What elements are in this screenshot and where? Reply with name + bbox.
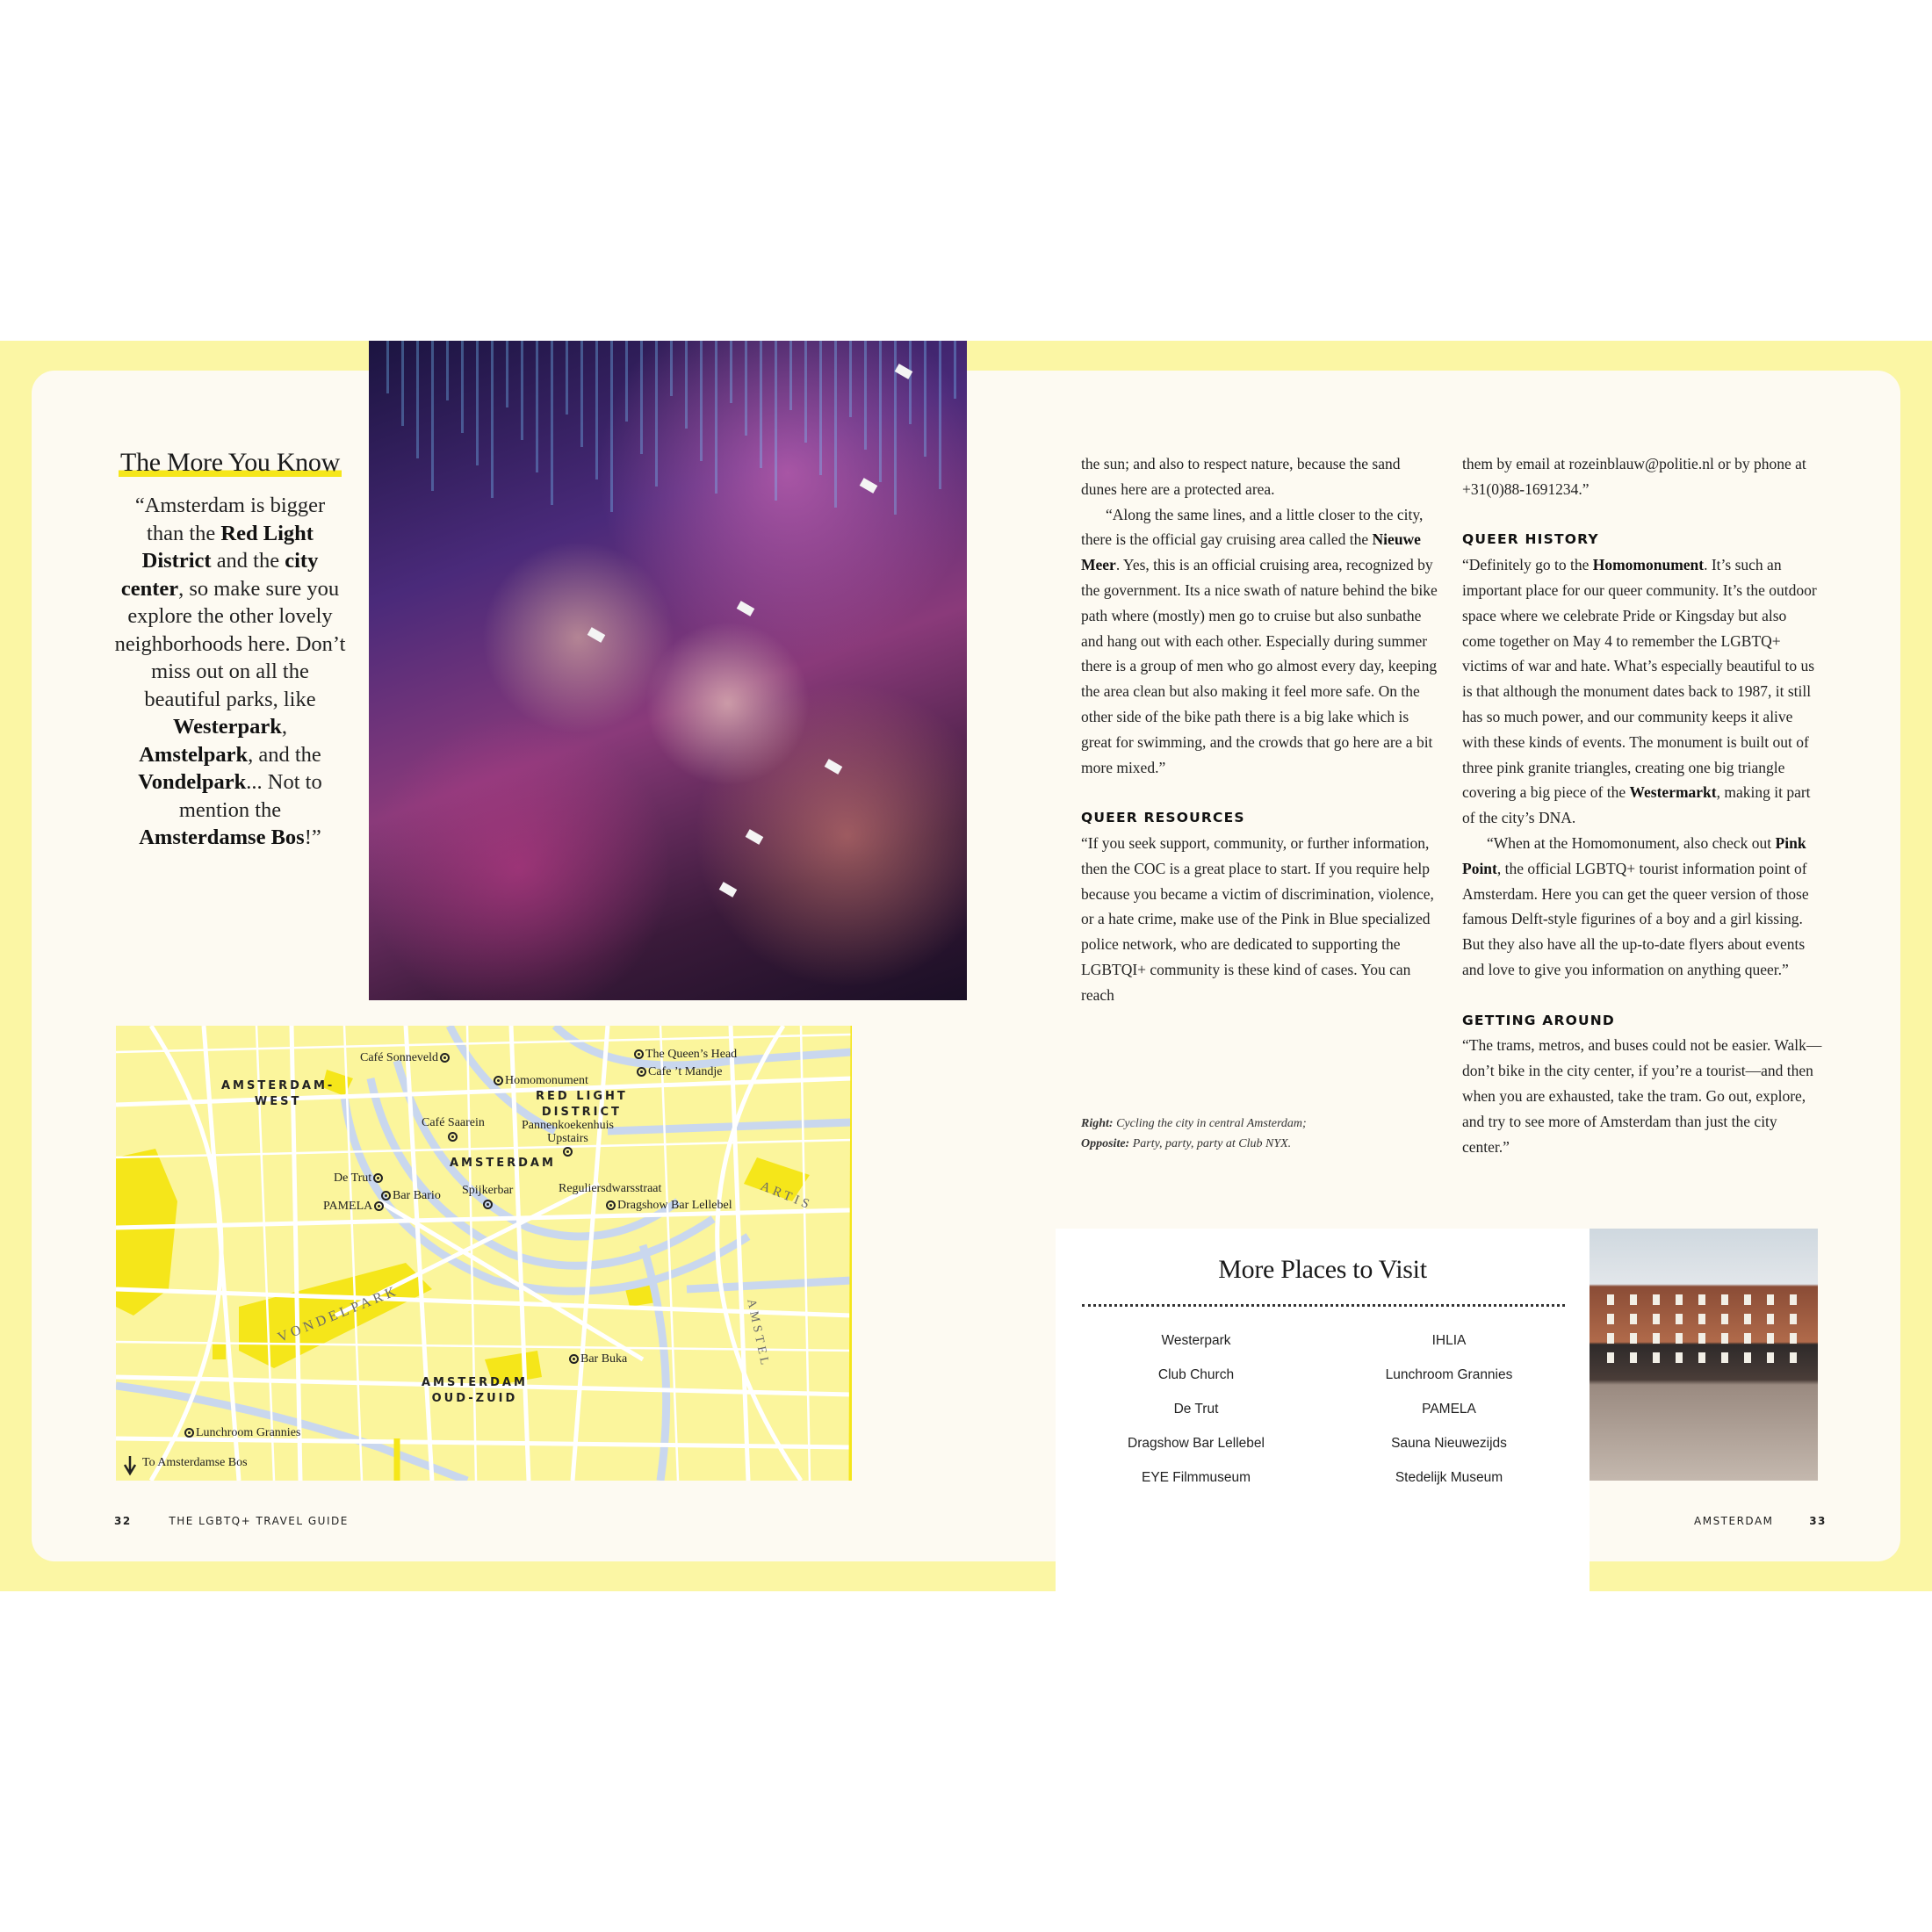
more-places-title: More Places to Visit [1218,1255,1427,1284]
map-place: The Queen’s Head [632,1048,737,1062]
window [1698,1314,1705,1324]
text-run: “Along the same lines, and a little closer to the city, there is the official gay cruising area called the [1081,505,1424,549]
photo-texture [670,341,673,396]
window [1744,1352,1751,1363]
map-place: Lunchroom Grannies [183,1426,300,1440]
pin-icon [563,1147,573,1157]
spacer [1462,983,1822,1008]
paragraph [1081,451,1439,502]
district-west: AMSTERDAM- WEST [221,1079,335,1108]
places-list-left [1064,1323,1328,1495]
photo-texture [521,341,523,440]
map-place: Homomonument [492,1074,588,1088]
photo-texture [819,341,822,475]
place-item: Sauna Nieuwezijds [1391,1436,1507,1451]
more-places-box [1056,1229,1590,1591]
map-place: Dragshow Bar Lellebel [604,1199,732,1213]
photo-texture [745,341,747,436]
place-item: IHLIA [1431,1333,1467,1348]
photo-texture [401,341,404,426]
photo-texture [640,341,643,454]
window [1790,1294,1797,1305]
dotted-divider [1082,1304,1565,1307]
photo-texture [566,341,568,415]
window [1698,1333,1705,1344]
bold-text: Westermarkt [1629,783,1717,802]
window [1607,1294,1614,1305]
photo-texture [909,341,912,424]
photo-texture [476,341,479,465]
paragraph [1462,1033,1822,1159]
window [1676,1314,1683,1324]
window [1767,1314,1774,1324]
text-run: , [281,715,287,739]
window [1744,1314,1751,1324]
place-item: De Trut [1173,1402,1219,1417]
section-heading: GETTING AROUND [1462,1012,1616,1028]
bold-text: Westerpark [173,715,282,739]
photo-texture [834,341,837,508]
window [1744,1294,1751,1305]
pin-icon [606,1200,616,1210]
spacer [1462,502,1822,528]
text-run: “Definitely go to the [1462,556,1593,574]
photo-texture [849,341,852,417]
page-number-left: 32 [114,1515,132,1527]
pin-icon [440,1053,450,1063]
photo-texture [730,341,732,403]
photo-texture [864,341,867,450]
window [1698,1294,1705,1305]
bold-text: city center [120,549,319,601]
photo-texture [939,341,941,489]
window [1653,1352,1660,1363]
text-run: , making it part of the city’s DNA. [1462,783,1811,827]
pin-icon [373,1173,383,1183]
pin-icon [184,1428,194,1438]
text-run: . Yes, this is an official cruising area, recognized by the government. Its a nice swath of nature behind the bike path where (mostly) men go to cruise but also sunbathe and hang out with each other. Especially during summer there is a group of men who go almost every day, keeping the area clean but also making it feel more safe. On the other side of the bike path there is a big lake which is great for swimming, and the crowds that go here are a bit more mixed.” [1081,556,1438,776]
bold-text: Right: [1081,1117,1114,1130]
running-title-left: THE LGBTQ+ TRAVEL GUIDE [169,1515,349,1527]
window [1721,1294,1728,1305]
artis-label: ARTIS [758,1179,815,1214]
confetti [825,759,843,775]
window [1790,1333,1797,1344]
map-place: Pannenkoekenhuis Upstairs [522,1119,614,1158]
place-item: EYE Filmmuseum [1141,1470,1251,1485]
photo-caption [1081,1114,1318,1154]
window [1676,1352,1683,1363]
text-run: , so make sure you explore the other lovely neighborhoods here. Don’t miss out on all the beautiful parks, like [114,576,346,711]
pin-icon [483,1200,493,1209]
bold-text: Vondelpark [138,770,247,794]
map-place: Reguliersdwarsstraat [559,1182,662,1195]
page-number-right: 33 [1809,1515,1827,1527]
bold-text: Nieuwe Meer [1081,530,1421,574]
running-title-right: AMSTERDAM [1694,1515,1774,1527]
pin-icon [634,1049,644,1059]
section-heading: QUEER HISTORY [1462,531,1599,548]
window [1607,1333,1614,1344]
window [1630,1352,1637,1363]
bold-text: Amsterdamse Bos [139,825,305,849]
party-photo [369,341,967,1000]
window [1790,1314,1797,1324]
window [1767,1294,1774,1305]
photo-texture [595,341,598,479]
text-run: “Amsterdam is bigger than the [134,494,326,545]
neighborhood-map [116,1026,852,1481]
section-heading: QUEER RESOURCES [1081,810,1245,826]
text-run: , the official LGBTQ+ tourist information point of Amsterdam. Here you can get the queer version of those famous Delft-style figurines of a boy and a girl kissing. But they also have all the up-to-date flyers about events and love to give you information on anything queer.” [1462,859,1809,978]
pin-icon [494,1076,503,1085]
photo-texture [775,341,777,501]
confetti [588,627,606,643]
photo-texture [715,341,717,494]
photo-texture [954,341,956,399]
paragraph [1462,451,1822,502]
district-center: AMSTERDAM [450,1157,556,1170]
bold-text: Amstelpark [139,742,249,767]
place-item: Dragshow Bar Lellebel [1128,1436,1265,1451]
photo-texture [446,341,449,400]
text-run: Party, party, party at Club NYX. [1129,1137,1292,1150]
photo-texture [700,341,703,461]
map-place: Café Saarein [422,1116,485,1144]
window [1676,1333,1683,1344]
text-run: and the [211,549,285,573]
window [1630,1294,1637,1305]
photo-texture [386,341,389,393]
text-run: the sun; and also to respect nature, because the sand dunes here are a protected area. [1081,455,1401,498]
paragraph [1462,831,1822,983]
photo-texture [924,341,926,457]
photo-texture [879,341,882,482]
vondelpark-label: VONDELPARK [275,1283,401,1345]
place-item: Stedelijk Museum [1395,1470,1503,1485]
map-place: Bar Buka [567,1352,627,1366]
article-column-2 [1462,451,1822,1159]
text-run: Cycling the city in central Amsterdam; [1113,1117,1307,1130]
text-run: !” [304,825,321,849]
window [1607,1314,1614,1324]
text-run: “If you seek support, community, or further information, then the COC is a great place to start. If you require help because you became a victim of discrimination, violence, or a hate crime, make use of the Pink in Blue specialized police network, who are dedicated to supporting the LGBTQI+ community is these kind of cases. You can reach [1081,833,1434,1004]
text-run: ... Not to mention the [178,770,322,822]
photo-texture [760,341,762,468]
map-place: Café Sonneveld [360,1051,451,1065]
pin-icon [637,1067,646,1077]
photo-texture [491,341,494,498]
window [1767,1352,1774,1363]
photo-texture [685,341,688,429]
sidebar-title: The More You Know [120,448,340,477]
confetti [860,478,878,494]
pin-icon [448,1132,458,1142]
paragraph [1462,552,1822,831]
window [1676,1294,1683,1305]
pin-icon [374,1201,384,1211]
bold-text: Homomonument [1592,556,1705,574]
window [1744,1333,1751,1344]
amstel-label: AMSTEL [744,1298,772,1370]
photo-texture [431,341,434,491]
map-place: Bar Bario [379,1189,441,1203]
photo-texture [625,341,628,422]
confetti [737,601,755,616]
confetti [719,882,738,898]
window [1653,1314,1660,1324]
place-item: Club Church [1157,1367,1235,1382]
places-list-right [1317,1323,1581,1495]
sidebar-quote [114,492,346,852]
text-run: “When at the Homomonument, also check out [1487,833,1776,852]
photo-texture [804,341,807,443]
bold-text: Pink Point [1462,833,1806,877]
place-item: Lunchroom Grannies [1385,1367,1513,1382]
district-oudzuid: AMSTERDAM OUD-ZUID [422,1376,528,1405]
window [1721,1352,1728,1363]
window [1653,1294,1660,1305]
paragraph [1081,831,1439,1008]
bold-text: Red Light District [141,521,314,573]
pin-icon [569,1354,579,1364]
photo-texture [551,341,553,505]
place-item: Westerpark [1161,1333,1231,1348]
photo-texture [536,341,538,472]
window [1698,1352,1705,1363]
photo-texture [506,341,508,407]
footer-left [114,1515,349,1527]
photo-texture [580,341,583,447]
photo-texture [610,341,613,512]
confetti [746,829,764,845]
spacer [1081,780,1439,805]
photo-texture [789,341,792,410]
window [1767,1333,1774,1344]
photo-texture [461,341,464,433]
window [1653,1333,1660,1344]
window [1630,1333,1637,1344]
window [1630,1314,1637,1324]
article-column-1 [1081,451,1439,1008]
text-run: “The trams, metros, and buses could not be easier. Walk—don’t bike in the city center, if you’re a tourist—and then when you are exhausted, take the tram. Go out, explore, and try to see more of Amsterdam than just the city center.” [1462,1036,1822,1156]
bold-text: Opposite: [1081,1137,1130,1150]
paragraph [1081,502,1439,781]
map-bos-direction: To Amsterdamse Bos [142,1456,248,1469]
map-place: De Trut [334,1171,385,1186]
district-redlight: RED LIGHT DISTRICT [536,1090,628,1119]
text-run: them by email at rozeinblauw@politie.nl or by phone at +31(0)88-1691234.” [1462,455,1806,498]
footer-right [1694,1515,1827,1527]
text-run: . It’s such an important place for our queer community. It’s the outdoor space where we celebrate Pride or Kingsday but also come together on May 4 to remember the LGBTQ+ victims of war and hate. What’s especially beautiful to us is that although the monument dates back to 1987, it still has so much power, and our community keeps it alive with these kinds of events. The monument is built out of three pink granite triangles, creating one big triangle covering a big piece of the [1462,556,1817,802]
map-place: Cafe ’t Mandje [635,1065,723,1079]
photo-texture [416,341,419,458]
window [1721,1333,1728,1344]
text-run: , and the [248,742,321,767]
map-place: PAMELA [323,1200,386,1214]
window [1607,1352,1614,1363]
street-photo [1590,1229,1818,1481]
map-place: Spijkerbar [462,1184,513,1212]
window [1721,1314,1728,1324]
place-item: PAMELA [1422,1402,1476,1417]
photo-texture [655,341,658,487]
window [1790,1352,1797,1363]
